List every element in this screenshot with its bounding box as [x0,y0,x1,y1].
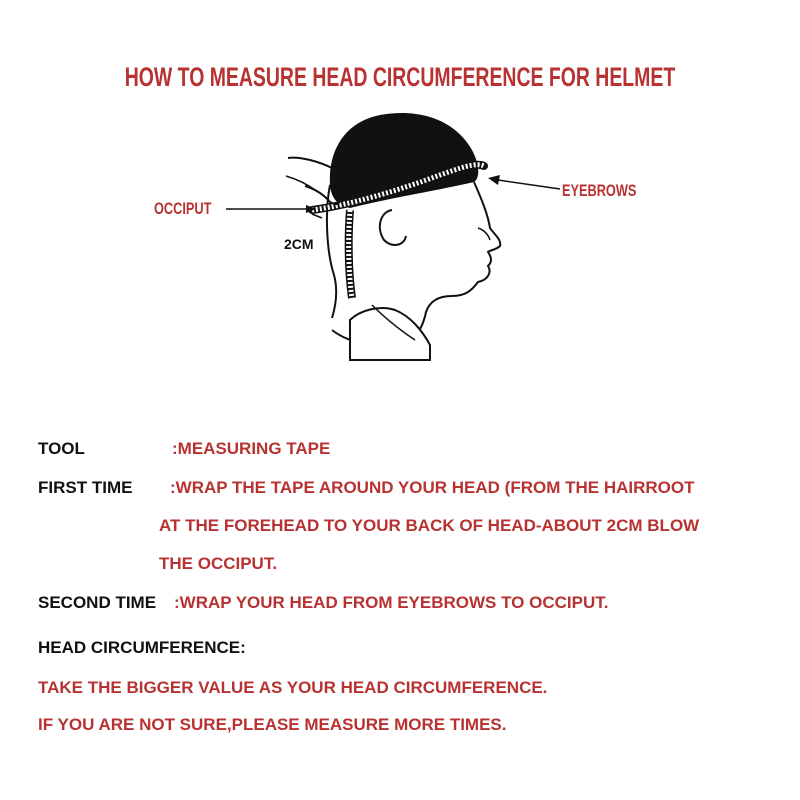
second-time-key: SECOND TIME [38,593,157,612]
first-time-key: FIRST TIME [38,478,133,497]
eyebrows-arrowhead [488,175,500,185]
page-title: HOW TO MEASURE HEAD CIRCUMFERENCE FOR HELMET [124,62,676,92]
eye-detail [478,228,490,240]
first-time-value-line-2: AT THE FOREHEAD TO YOUR BACK OF HEAD-ABOUT 2CM BLOW [159,516,700,535]
offset-label: 2CM [284,236,314,252]
hair-shape [330,113,478,208]
eyebrows-leader-line [498,180,560,189]
offset-line [312,214,322,218]
head-circumference-value-line-1: TAKE THE BIGGER VALUE AS YOUR HEAD CIRCUMFERENCE. [38,678,548,697]
occiput-label: OCCIPUT [154,199,212,218]
head-circumference-key: HEAD CIRCUMFERENCE: [38,638,246,657]
ear-outline [380,210,406,245]
tool-key: TOOL [38,439,85,458]
first-time-value-line-1: :WRAP THE TAPE AROUND YOUR HEAD (FROM THE HAIRROOT [170,478,695,497]
first-time-value-line-3: THE OCCIPUT. [159,554,278,573]
eyebrows-label: EYEBROWS [562,181,637,200]
collar-shape [350,308,430,360]
head-circumference-value-line-2: IF YOU ARE NOT SURE,PLEASE MEASURE MORE TIMES. [38,715,507,734]
tool-value: :MEASURING TAPE [172,439,331,458]
second-time-value: :WRAP YOUR HEAD FROM EYEBROWS TO OCCIPUT. [174,593,609,612]
